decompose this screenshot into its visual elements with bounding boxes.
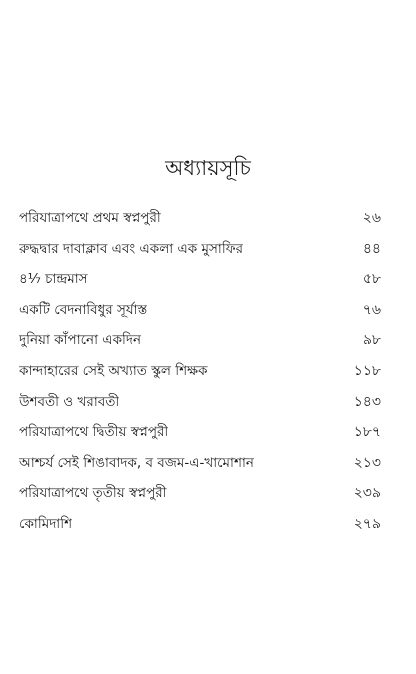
toc-entry-page: ১১৮ (353, 362, 381, 379)
toc-entry-label: ৪⅐ চান্দ্রমাস (19, 271, 88, 288)
toc-entry-label: কান্দাহারের সেই অখ্যাত স্কুল শিক্ষক (19, 362, 208, 379)
toc-entry[interactable] (19, 421, 381, 452)
toc-title: অধ্যায়সূচি (165, 156, 251, 181)
toc-entry-label: কোমিদাশি (19, 515, 73, 532)
toc-entry-label: পরিযাত্রাপথে তৃতীয় স্বপ্নপুরী (19, 485, 167, 502)
toc-entry-page: ২৩৯ (353, 485, 381, 502)
toc-entry[interactable] (19, 513, 381, 544)
toc-entry[interactable] (19, 207, 381, 238)
toc-entry[interactable] (19, 238, 381, 269)
toc-entry-label: পরিযাত্রাপথে দ্বিতীয় স্বপ্নপুরী (19, 424, 169, 441)
toc-entry[interactable] (19, 360, 381, 391)
toc-entry-page: ১৮৭ (353, 424, 381, 441)
toc-entry-label: উশবতী ও খরাবতী (19, 393, 120, 410)
toc-entry-page: ৭৬ (362, 301, 381, 318)
toc-entry[interactable] (19, 299, 381, 330)
toc-entry[interactable] (19, 268, 381, 299)
toc-entry[interactable] (19, 391, 381, 422)
toc-entry[interactable] (19, 329, 381, 360)
toc-entry-page: ২৬ (362, 210, 381, 226)
toc-entry-page: ২৭৯ (353, 515, 381, 532)
toc-entry-label: একটি বেদনাবিধুর সূর্যাস্ত (19, 301, 148, 318)
toc-entry[interactable] (19, 482, 381, 513)
toc-entry-page: ২১৩ (353, 454, 381, 471)
toc-entry-label: পরিযাত্রাপথে প্রথম স্বপ্নপুরী (19, 210, 161, 226)
toc-entry-page: ৪৪ (362, 240, 381, 257)
toc-entry-label: আশ্চর্য সেই শিঙাবাদক, ব বজম-এ-খামোশান (19, 454, 254, 471)
toc-entry-page: ৫৮ (362, 271, 381, 288)
toc-entry-page: ৯৮ (362, 332, 381, 349)
toc-list (19, 207, 381, 544)
toc-entry-label: রুদ্ধদ্বার দাবাক্লাব এবং একলা এক মুসাফির (19, 240, 243, 257)
toc-entry-label: দুনিয়া কাঁপানো একদিন (19, 332, 142, 349)
toc-entry-page: ১৪৩ (353, 393, 381, 410)
toc-entry[interactable] (19, 452, 381, 483)
